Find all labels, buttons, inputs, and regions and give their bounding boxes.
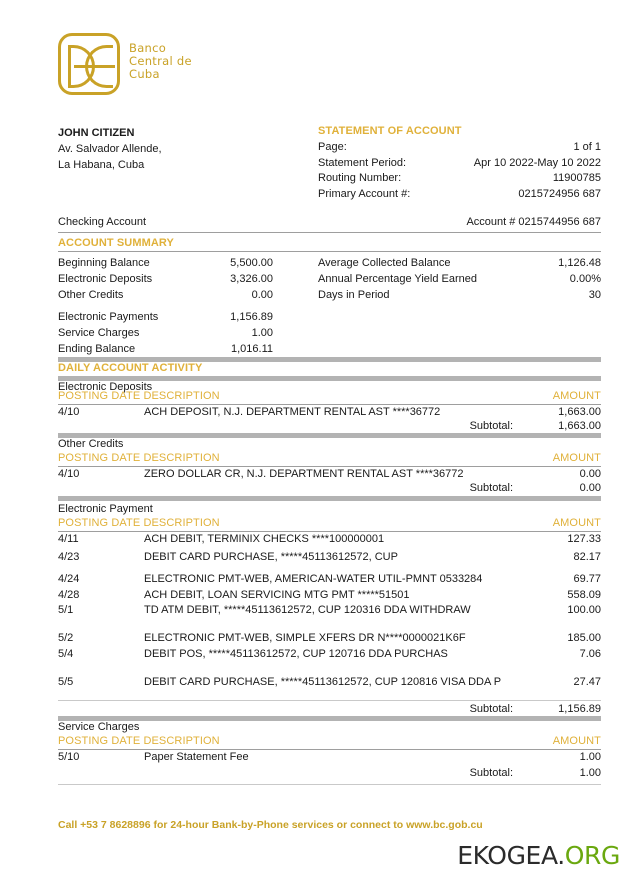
row-description: ACH DEPOSIT, N.J. DEPARTMENT RENTAL AST ****36772 (144, 406, 441, 418)
row-amount: 0.00 (579, 468, 601, 480)
summary-label-ending-balance: Ending Balance (58, 343, 136, 355)
table-row (58, 751, 601, 767)
row-date: 4/10 (58, 406, 80, 418)
row-date: 5/10 (58, 751, 80, 763)
customer-name: JOHN CITIZEN (58, 127, 135, 139)
row-date: 5/2 (58, 632, 74, 644)
row-date: 5/1 (58, 604, 74, 616)
bank-logo-monogram-icon (58, 33, 120, 95)
account-summary-left-column (58, 255, 273, 303)
column-header-posting-date-description: POSTING DATE DESCRIPTION (58, 390, 220, 402)
table-row (58, 533, 601, 549)
summary-amount-other-credits: 0.00 (251, 289, 273, 301)
row-amount: 27.47 (573, 676, 601, 688)
row-description: DEBIT CARD PURCHASE, *****45113612572, CUP 120816 VISA DDA P (144, 676, 502, 688)
logo-word-cuba: Cuba (129, 66, 160, 81)
meta-label-statement-period: Statement Period: (318, 156, 407, 169)
row-amount: 558.09 (567, 589, 601, 601)
summary-label-service-charges: Service Charges (58, 327, 140, 339)
row-amount: 1,663.00 (558, 406, 601, 418)
row-description: ZERO DOLLAR CR, N.J. DEPARTMENT RENTAL AST ****36772 (144, 468, 464, 480)
customer-address-line-2: La Habana, Cuba (58, 159, 145, 171)
summary-amount-average-collected-balance: 1,126.48 (558, 257, 601, 269)
summary-amount-days-in-period: 30 (588, 289, 601, 301)
account-summary-title: ACCOUNT SUMMARY (58, 237, 174, 249)
statement-meta-row (318, 156, 601, 172)
account-line-divider (58, 232, 601, 233)
activity-closing-divider (58, 784, 601, 785)
activity-section-band (58, 496, 601, 501)
footer-contact-note: Call +53 7 8628896 for 24-hour Bank-by-Phone services or connect to www.bc.gob.cu (58, 819, 483, 831)
row-date: 4/28 (58, 589, 80, 601)
column-header-amount: AMOUNT (552, 452, 601, 464)
electronic-payment-subtotal-divider (58, 700, 601, 701)
summary-label-other-credits: Other Credits (58, 289, 124, 301)
row-description: ELECTRONIC PMT-WEB, AMERICAN-WATER UTIL-PMNT 0533284 (144, 573, 483, 585)
table-row (58, 589, 601, 605)
account-summary-left-column-lower (58, 309, 273, 357)
row-amount: 7.06 (579, 648, 601, 660)
meta-value-primary-account: 0215724956 687 (518, 187, 601, 200)
row-date: 4/23 (58, 551, 80, 563)
summary-amount-beginning-balance: 5,500.00 (230, 257, 273, 269)
customer-address-block (58, 125, 162, 173)
account-type-label: Checking Account (58, 216, 147, 228)
subtotal-amount: 1,663.00 (558, 420, 601, 432)
statement-meta-row (318, 140, 601, 156)
summary-label-beginning-balance: Beginning Balance (58, 257, 150, 269)
statement-meta-row (318, 171, 601, 187)
account-number-label: Account # 0215744956 687 (466, 216, 601, 228)
table-row (58, 604, 601, 620)
customer-address-line-1: Av. Salvador Allende, (58, 143, 162, 155)
row-date: 4/11 (58, 533, 79, 545)
subtotal-amount: 1,156.89 (558, 703, 601, 715)
logo-word-central: Central de (129, 53, 192, 68)
summary-row (58, 309, 273, 325)
activity-header-divider (58, 404, 601, 405)
meta-value-statement-period: Apr 10 2022-May 10 2022 (473, 156, 601, 169)
row-description: DEBIT CARD PURCHASE, *****45113612572, CUP (144, 551, 398, 563)
table-row (58, 648, 601, 664)
watermark (457, 841, 620, 870)
account-line (58, 216, 601, 228)
row-description: ACH DEBIT, TERMINIX CHECKS ****100000001 (144, 533, 385, 545)
row-description: DEBIT POS, *****45113612572, CUP 120716 DDA PURCHAS (144, 648, 448, 660)
row-description: ACH DEBIT, LOAN SERVICING MTG PMT *****51501 (144, 589, 410, 601)
table-row (58, 573, 601, 589)
meta-label-primary-account: Primary Account #: (318, 187, 411, 200)
daily-activity-title: DAILY ACCOUNT ACTIVITY (58, 362, 203, 374)
column-header-posting-date-description: POSTING DATE DESCRIPTION (58, 452, 220, 464)
activity-header-divider (58, 749, 601, 750)
table-row (58, 632, 601, 648)
row-description: ELECTRONIC PMT-WEB, SIMPLE XFERS DR N****0000021K6F (144, 632, 466, 644)
activity-header-divider (58, 531, 601, 532)
account-summary-right-column (318, 255, 601, 303)
summary-row (318, 255, 601, 271)
summary-label-apy-earned: Annual Percentage Yield Earned (318, 273, 478, 285)
activity-section-name-other-credits: Other Credits (58, 438, 124, 450)
subtotal-label: Subtotal: (469, 482, 513, 494)
column-header-amount: AMOUNT (552, 735, 601, 747)
meta-value-routing-number: 11900785 (552, 172, 601, 184)
activity-section-name-electronic-deposits: Electronic Deposits (58, 381, 153, 393)
summary-row (58, 341, 273, 357)
watermark-name: EKOGEA. (457, 841, 565, 870)
summary-row (58, 255, 273, 271)
column-header-posting-date-description: POSTING DATE DESCRIPTION (58, 517, 220, 529)
row-amount: 1.00 (579, 751, 601, 763)
summary-amount-electronic-deposits: 3,326.00 (230, 273, 273, 285)
summary-label-days-in-period: Days in Period (318, 289, 390, 301)
activity-section-name-electronic-payment: Electronic Payment (58, 503, 153, 515)
meta-label-page: Page: (318, 141, 347, 153)
row-date: 4/10 (58, 468, 80, 480)
statement-meta-row (318, 187, 601, 203)
meta-value-page: 1 of 1 (573, 141, 601, 153)
column-header-amount: AMOUNT (552, 517, 601, 529)
activity-section-name-service-charges: Service Charges (58, 721, 140, 733)
summary-amount-ending-balance: 1,016.11 (230, 343, 273, 355)
table-row (58, 676, 601, 692)
row-date: 5/4 (58, 648, 74, 660)
row-amount: 127.33 (567, 533, 601, 545)
summary-row (58, 271, 273, 287)
row-date: 5/5 (58, 676, 74, 688)
bank-logo-wordmark (129, 42, 192, 81)
row-amount: 82.17 (573, 551, 601, 563)
row-amount: 69.77 (573, 573, 601, 585)
summary-row (318, 287, 601, 303)
subtotal-amount: 1.00 (579, 767, 601, 779)
column-header-posting-date-description: POSTING DATE DESCRIPTION (58, 735, 220, 747)
activity-section-band (58, 716, 601, 721)
subtotal-row (58, 767, 601, 783)
account-summary-divider (58, 251, 601, 252)
statement-meta-block (318, 125, 601, 202)
summary-row (58, 287, 273, 303)
activity-section-band (58, 433, 601, 438)
summary-amount-apy-earned: 0.00% (569, 273, 601, 285)
meta-label-routing-number: Routing Number: (318, 172, 402, 184)
summary-label-average-collected-balance: Average Collected Balance (318, 257, 451, 269)
summary-amount-service-charges: 1.00 (251, 327, 273, 339)
summary-row (318, 271, 601, 287)
logo-word-banco: Banco (129, 41, 167, 55)
bank-logo (58, 33, 192, 95)
row-amount: 185.00 (567, 632, 601, 644)
statement-title: STATEMENT OF ACCOUNT (318, 125, 462, 137)
summary-row (58, 325, 273, 341)
row-amount: 100.00 (567, 604, 601, 616)
row-date: 4/24 (58, 573, 80, 585)
subtotal-label: Subtotal: (469, 767, 513, 779)
column-header-amount: AMOUNT (552, 390, 601, 402)
subtotal-label: Subtotal: (469, 703, 513, 715)
watermark-tld: ORG (564, 841, 620, 870)
subtotal-label: Subtotal: (469, 420, 513, 432)
summary-label-electronic-deposits: Electronic Deposits (58, 273, 153, 285)
row-description: Paper Statement Fee (144, 751, 249, 763)
table-row (58, 551, 601, 567)
subtotal-amount: 0.00 (579, 482, 601, 494)
activity-header-divider (58, 466, 601, 467)
summary-amount-electronic-payments: 1,156.89 (230, 311, 273, 323)
row-description: TD ATM DEBIT, *****45113612572, CUP 120316 DDA WITHDRAW (144, 604, 471, 616)
summary-label-electronic-payments: Electronic Payments (58, 311, 159, 323)
